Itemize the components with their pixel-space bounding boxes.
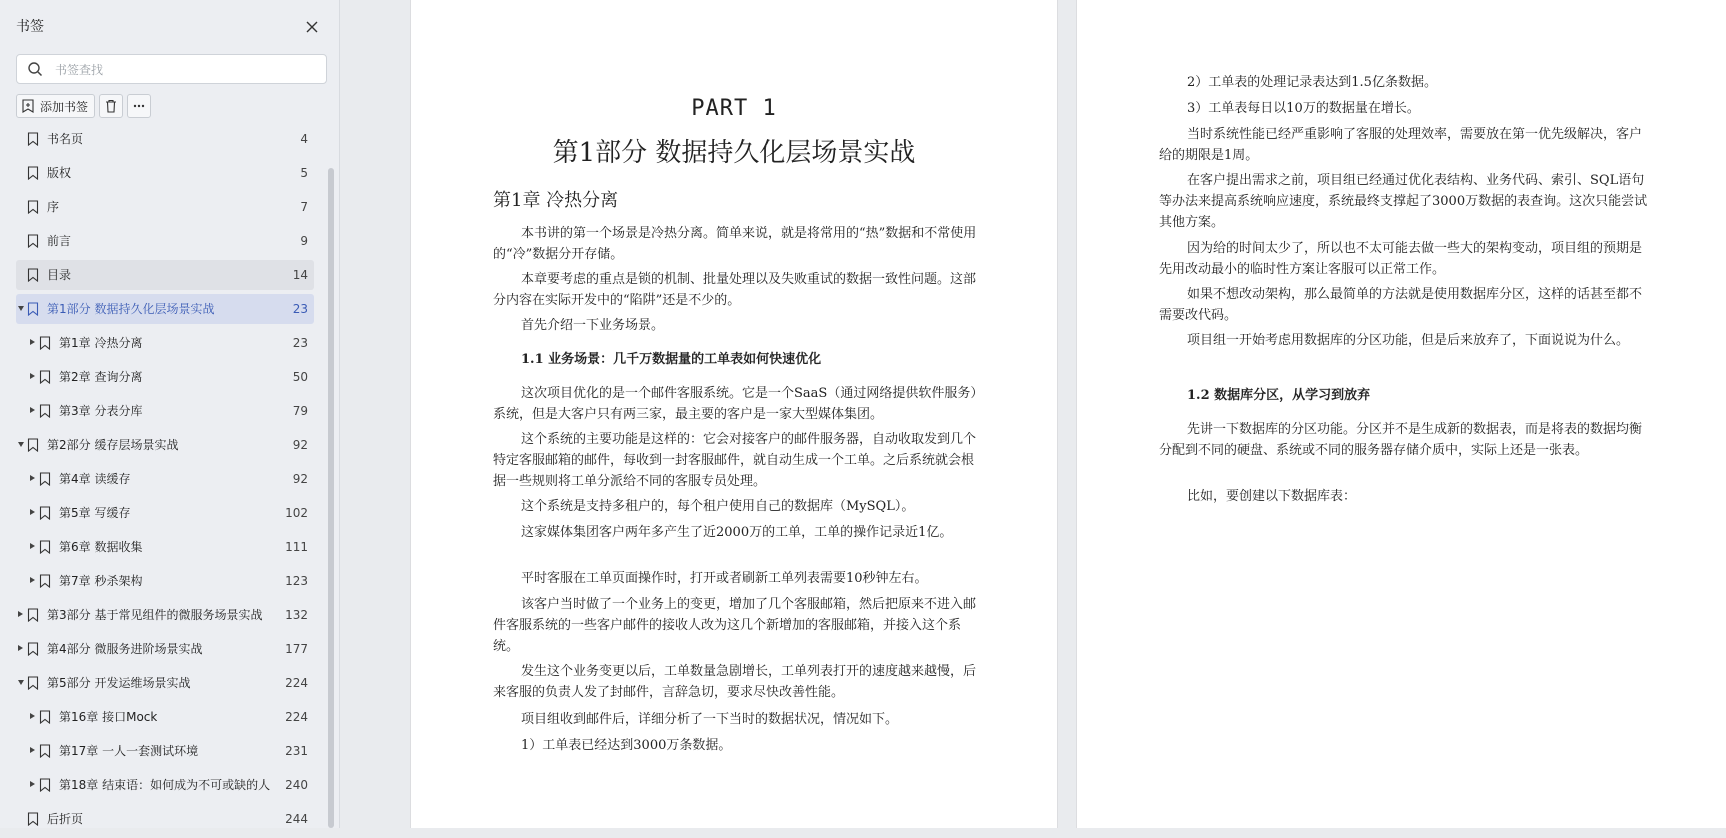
panel-title: 书签 [16, 19, 44, 35]
bookmark-item[interactable] [16, 328, 314, 358]
section-heading: 1.1 业务场景：几千万数据量的工单表如何快速优化 [521, 352, 822, 367]
bookmark-page-number: 23 [292, 302, 308, 316]
bookmark-icon [39, 370, 51, 384]
collapse-arrow-icon[interactable] [18, 442, 24, 447]
bookmark-page-number: 240 [285, 778, 308, 792]
bookmark-search[interactable] [16, 54, 327, 84]
more-icon [132, 99, 146, 113]
bookmark-page-number: 177 [285, 642, 308, 656]
bookmark-label: 第17章 一人一套测试环境 [59, 744, 199, 758]
expand-arrow-icon[interactable] [30, 543, 35, 549]
more-options-button[interactable] [127, 94, 151, 118]
paragraph: 这个系统的主要功能是这样的：它会对接客户的邮件服务器，自动收取发到几个特定客服邮箱的邮件，每收到一封客服邮件，就自动生成一个工单。之后系统就会根据一些规则将工单分派给不同的客服专员处理。 [493, 432, 977, 489]
bookmark-item[interactable] [16, 294, 314, 324]
bookmark-item[interactable] [16, 362, 314, 392]
document-page-right [1076, 0, 1726, 828]
bookmark-page-number: 79 [292, 404, 308, 418]
paragraph: 首先介绍一下业务场景。 [521, 318, 665, 333]
bookmark-icon [27, 608, 39, 622]
scrollbar[interactable] [328, 168, 334, 828]
bookmark-label: 目录 [47, 268, 72, 282]
expand-arrow-icon[interactable] [30, 747, 35, 753]
bookmark-page-number: 231 [285, 744, 308, 758]
bookmark-label: 第2部分 缓存层场景实战 [47, 438, 179, 452]
paragraph: 平时客服在工单页面操作时，打开或者刷新工单列表需要10秒钟左右。 [521, 571, 928, 586]
bookmark-label: 第18章 结束语：如何成为不可或缺的人 [59, 778, 271, 792]
bookmark-item[interactable] [16, 668, 314, 698]
bookmark-item[interactable] [16, 566, 314, 596]
paragraph: 如果不想改动架构，那么最简单的方法就是使用数据库分区，这样的话甚至都不需要改代码。 [1159, 287, 1643, 323]
bookmark-label: 后折页 [47, 812, 84, 826]
bookmark-icon [39, 472, 51, 486]
bookmark-item[interactable] [16, 192, 314, 222]
expand-arrow-icon[interactable] [30, 475, 35, 481]
bookmark-page-number: 5 [300, 166, 308, 180]
bookmark-item[interactable] [16, 600, 314, 630]
paragraph: 这家媒体集团客户两年多产生了近2000万的工单，工单的操作记录近1亿。 [521, 525, 953, 540]
bookmark-icon [39, 506, 51, 520]
paragraph: 在客户提出需求之前，项目组已经通过优化表结构、业务代码、索引、SQL语句等办法来提高系统响应速度，系统最终支撑起了3000万数据的表查询。这次只能尝试其他方案。 [1159, 173, 1648, 230]
paragraph: 因为给的时间太少了，所以也不太可能去做一些大的架构变动，项目组的预期是先用改动最小的临时性方案让客服可以正常工作。 [1159, 241, 1643, 277]
bookmark-label: 版权 [47, 166, 72, 180]
bookmark-label: 第2章 查询分离 [59, 370, 143, 384]
bookmark-icon [27, 812, 39, 826]
expand-arrow-icon[interactable] [30, 339, 35, 345]
expand-arrow-icon[interactable] [30, 373, 35, 379]
paragraph: 本书讲的第一个场景是冷热分离。简单来说，就是将常用的“热”数据和不常使用的“冷”数据分开存储。 [493, 226, 977, 262]
delete-bookmark-button[interactable] [99, 94, 123, 118]
bookmark-page-number: 9 [300, 234, 308, 248]
bookmark-item[interactable] [16, 770, 314, 800]
bookmark-icon [39, 540, 51, 554]
paragraph: 本章要考虑的重点是锁的机制、批量处理以及失败重试的数据一致性问题。这部分内容在实际开发中的“陷阱”还是不少的。 [493, 272, 977, 308]
bookmark-label: 第3部分 基于常见组件的微服务场景实战 [47, 608, 263, 622]
panel-header [16, 16, 323, 38]
bookmark-page-number: 14 [292, 268, 308, 282]
bookmark-label: 第1章 冷热分离 [59, 336, 143, 350]
expand-arrow-icon[interactable] [30, 509, 35, 515]
bookmark-page-number: 132 [285, 608, 308, 622]
bookmark-label: 书名页 [47, 132, 84, 146]
bookmark-label: 第4部分 微服务进阶场景实战 [47, 642, 203, 656]
expand-arrow-icon[interactable] [30, 407, 35, 413]
bookmark-item[interactable] [16, 396, 314, 426]
bookmark-label: 前言 [47, 234, 72, 248]
bookmark-tree [16, 124, 314, 838]
section-heading: 1.2 数据库分区，从学习到放弃 [1187, 388, 1371, 403]
collapse-arrow-icon[interactable] [18, 306, 24, 311]
bookmark-label: 第6章 数据收集 [59, 540, 143, 554]
bookmark-page-number: 4 [300, 132, 308, 146]
bookmark-page-number: 123 [285, 574, 308, 588]
bookmark-page-number: 102 [285, 506, 308, 520]
bookmark-toolbar [16, 94, 151, 118]
bookmark-page-number: 7 [300, 200, 308, 214]
bookmark-panel [0, 0, 340, 828]
paragraph: 项目组一开始考虑用数据库的分区功能，但是后来放弃了，下面说说为什么。 [1187, 333, 1630, 348]
expand-arrow-icon[interactable] [30, 577, 35, 583]
bookmark-item[interactable] [16, 702, 314, 732]
expand-arrow-icon[interactable] [18, 645, 23, 651]
bookmark-label: 第5章 写缓存 [59, 506, 131, 520]
bookmark-page-number: 244 [285, 812, 308, 826]
bookmark-page-number: 92 [292, 438, 308, 452]
bookmark-icon [27, 302, 39, 316]
bookmark-item[interactable] [16, 430, 314, 460]
part-title: 第1部分 数据持久化层场景实战 [552, 138, 916, 168]
paragraph: 先讲一下数据库的分区功能。分区并不是生成新的数据表，而是将表的数据均衡分配到不同的硬盘、系统或不同的服务器存储介质中，实际上还是一张表。 [1159, 422, 1643, 458]
add-bookmark-icon [21, 99, 35, 113]
bookmark-item[interactable] [16, 498, 314, 528]
bookmark-icon [27, 234, 39, 248]
bookmark-page-number: 111 [285, 540, 308, 554]
bookmark-icon [39, 404, 51, 418]
trash-icon [104, 99, 118, 113]
add-bookmark-label: 添加书签 [40, 99, 89, 114]
bookmark-item[interactable] [16, 464, 314, 494]
bookmark-item[interactable] [16, 226, 314, 256]
bookmark-item[interactable] [16, 124, 314, 154]
search-input[interactable] [53, 59, 317, 81]
bookmark-icon [27, 676, 39, 690]
part-label: PART 1 [691, 96, 777, 121]
paragraph: 3）工单表每日以10万的数据量在增长。 [1187, 101, 1420, 116]
paragraph: 这次项目优化的是一个邮件客服系统。它是一个SaaS（通过网络提供软件服务）系统，但是大客户只有两三家，最主要的客户是一家大型媒体集团。 [493, 386, 977, 422]
paragraph: 这个系统是支持多租户的，每个租户使用自己的数据库（MySQL）。 [521, 499, 915, 514]
paragraph: 项目组收到邮件后，详细分析了一下当时的数据状况，情况如下。 [521, 712, 899, 727]
bookmark-icon [27, 200, 39, 214]
paragraph: 当时系统性能已经严重影响了客服的处理效率，需要放在第一优先级解决，客户给的期限是1周。 [1159, 127, 1643, 163]
bookmark-item[interactable] [16, 260, 314, 290]
bookmark-icon [39, 744, 51, 758]
bookmark-icon [39, 710, 51, 724]
expand-arrow-icon[interactable] [30, 781, 35, 787]
bookmark-item[interactable] [16, 158, 314, 188]
bookmark-page-number: 23 [292, 336, 308, 350]
bookmark-label: 第3章 分表分库 [59, 404, 143, 418]
paragraph: 发生这个业务变更以后，工单数量急剧增长，工单列表打开的速度越来越慢，后来客服的负责人发了封邮件，言辞急切，要求尽快改善性能。 [493, 664, 977, 700]
paragraph: 2）工单表的处理记录表达到1.5亿条数据。 [1187, 75, 1437, 90]
bookmark-label: 第4章 读缓存 [59, 472, 131, 486]
paragraph: 该客户当时做了一个业务上的变更，增加了几个客服邮箱，然后把原来不进入邮件客服系统的一些客户邮件的接收人改为这几个新增加的客服邮箱，并接入这个系统。 [493, 597, 977, 654]
bookmark-page-number: 224 [285, 676, 308, 690]
expand-arrow-icon[interactable] [30, 713, 35, 719]
bookmark-label: 第1部分 数据持久化层场景实战 [47, 302, 215, 316]
bookmark-item[interactable] [16, 634, 314, 664]
bookmark-icon [27, 642, 39, 656]
bookmark-icon [27, 166, 39, 180]
bookmark-icon [27, 438, 39, 452]
add-bookmark-button[interactable] [16, 94, 95, 118]
close-icon[interactable] [303, 18, 321, 36]
bookmark-icon [39, 778, 51, 792]
bookmark-icon [39, 336, 51, 350]
bookmark-item[interactable] [16, 804, 314, 834]
bookmark-item[interactable] [16, 736, 314, 766]
collapse-arrow-icon[interactable] [18, 680, 24, 685]
bookmark-icon [27, 132, 39, 146]
bookmark-page-number: 92 [292, 472, 308, 486]
chapter-title: 第1章 冷热分离 [493, 190, 619, 211]
bookmark-item[interactable] [16, 532, 314, 562]
document-page-left [410, 0, 1058, 828]
bookmark-label: 第7章 秒杀架构 [59, 574, 143, 588]
paragraph: 1）工单表已经达到3000万条数据。 [521, 738, 732, 753]
bookmark-page-number: 50 [292, 370, 308, 384]
search-icon [27, 61, 43, 77]
bookmark-label: 序 [47, 200, 60, 214]
paragraph: 比如，要创建以下数据库表： [1187, 489, 1357, 504]
bookmark-icon [27, 268, 39, 282]
bookmark-label: 第16章 接口Mock [59, 710, 158, 724]
expand-arrow-icon[interactable] [18, 611, 23, 617]
bookmark-page-number: 224 [285, 710, 308, 724]
bookmark-label: 第5部分 开发运维场景实战 [47, 676, 191, 690]
bookmark-icon [39, 574, 51, 588]
